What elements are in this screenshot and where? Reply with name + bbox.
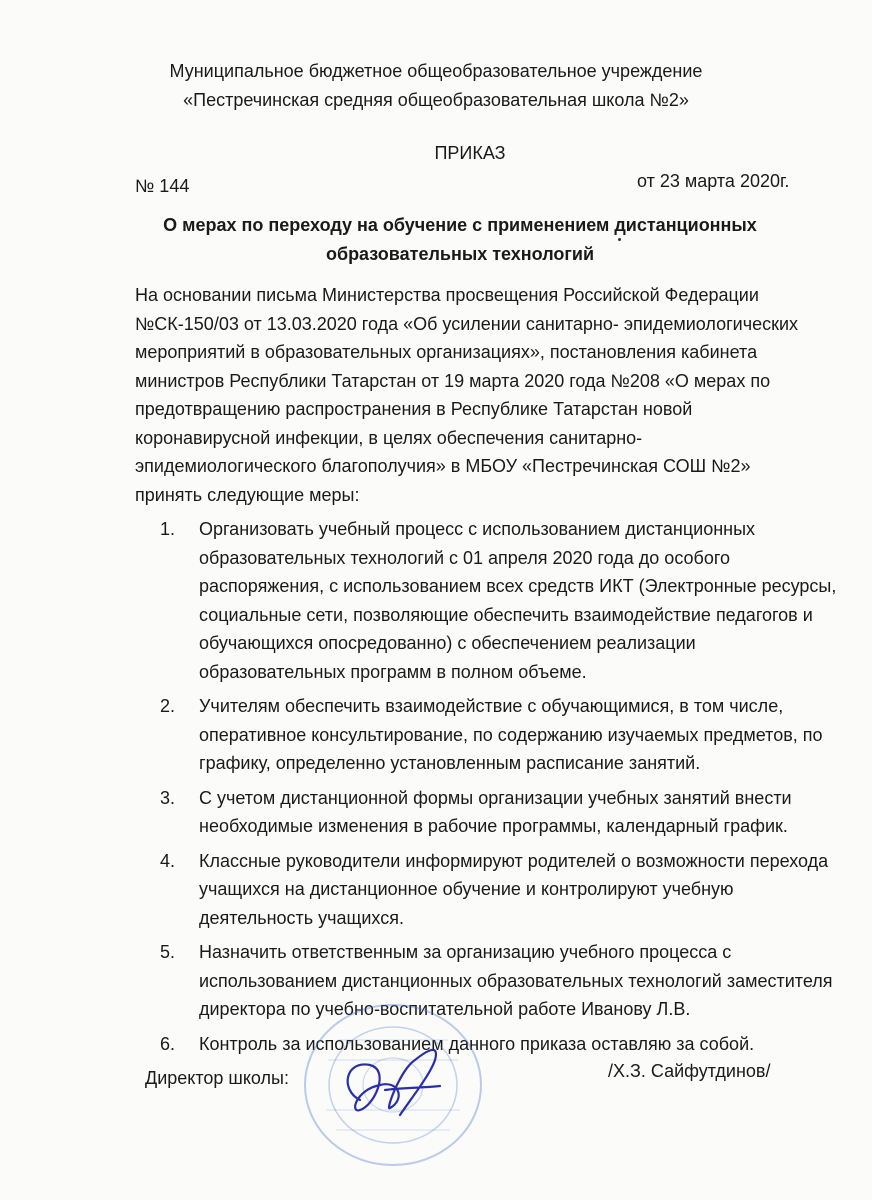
- order-date: от 23 марта 2020г.: [637, 171, 790, 191]
- list-item: [160, 784, 840, 841]
- item-text: Классные руководители информируют родителей о возможности перехода учащихся на дистанционное обучение и контролируют учебную деятельность учащихся.: [199, 850, 829, 928]
- order-number: № 144: [135, 176, 190, 196]
- order-title-line2: образовательных технологий: [325, 244, 595, 264]
- list-item: [160, 692, 840, 778]
- organization-header: [0, 57, 872, 115]
- item-text: Контроль за использованием данного приказа оставляю за собой.: [199, 1033, 755, 1054]
- signer-name: /Х.З. Сайфутдинов/: [608, 1061, 771, 1081]
- director-signature: [330, 1030, 460, 1130]
- item-number: 3.: [160, 787, 176, 808]
- basis-paragraph: На основании письма Министерства просвещения Российской Федерации №СК-150/03 от 13.03.2020 года «Об усилении санитарно- эпидемиологических мероприятий в образовательных организациях», постановления кабинета министров Республики Татарстан от 19 марта 2020 года №208 «О мерах по предотвращению распространения в Республике Татарстан новой коронавирусной инфекции, в целях обеспечения санитарно-эпидемиологического благополучия» в МБОУ «Пестречинская СОШ №2» принять следующие меры:: [135, 285, 799, 505]
- list-item: [160, 847, 840, 933]
- list-item: [160, 515, 840, 686]
- item-number: 5.: [160, 942, 176, 962]
- measures-list: [160, 515, 840, 1064]
- item-number: 1.: [160, 519, 176, 539]
- list-item: [160, 938, 840, 1024]
- order-title-line1: О мерах по переходу на обучение с применением дистанционных: [163, 215, 757, 235]
- list-item: [160, 1030, 840, 1059]
- org-name-line1: Муниципальное бюджетное общеобразовательное учреждение: [169, 61, 703, 81]
- org-name-line2: «Пестречинская средняя общеобразовательная школа №2»: [183, 90, 689, 110]
- item-text: Учителям обеспечить взаимодействие с обучающимися, в том числе, оперативное консультирование, по содержанию изучаемых предметов, по графику, определенно установленным расписание занятий.: [199, 696, 823, 773]
- item-text: Организовать учебный процесс с использованием дистанционных образовательных технологий с 01 апреля 2020 года до особого распоряжения, с использованием всех средств ИКТ (Электронные ресурсы, социальные сети, позволяющие обеспечить взаимодействие педагогов и обучающихся опосредованно) с обеспечением реализации образовательных программ в полном объеме.: [199, 519, 837, 682]
- item-number: 6.: [160, 1033, 176, 1054]
- item-text: С учетом дистанционной формы организации учебных занятий внести необходимые изменения в рабочие программы, календарный график.: [199, 787, 792, 836]
- document-type: ПРИКАЗ: [434, 143, 506, 163]
- item-number: 2.: [160, 696, 176, 716]
- signer-role: Директор школы:: [145, 1068, 289, 1088]
- item-number: 4.: [160, 850, 176, 871]
- item-text: Назначить ответственным за организацию учебного процесса с использованием дистанционных образовательных технологий заместителя директора по учебно-воспитательной работе Иванову Л.В.: [199, 942, 833, 1019]
- order-title: [140, 211, 780, 269]
- scan-speck: [618, 238, 621, 241]
